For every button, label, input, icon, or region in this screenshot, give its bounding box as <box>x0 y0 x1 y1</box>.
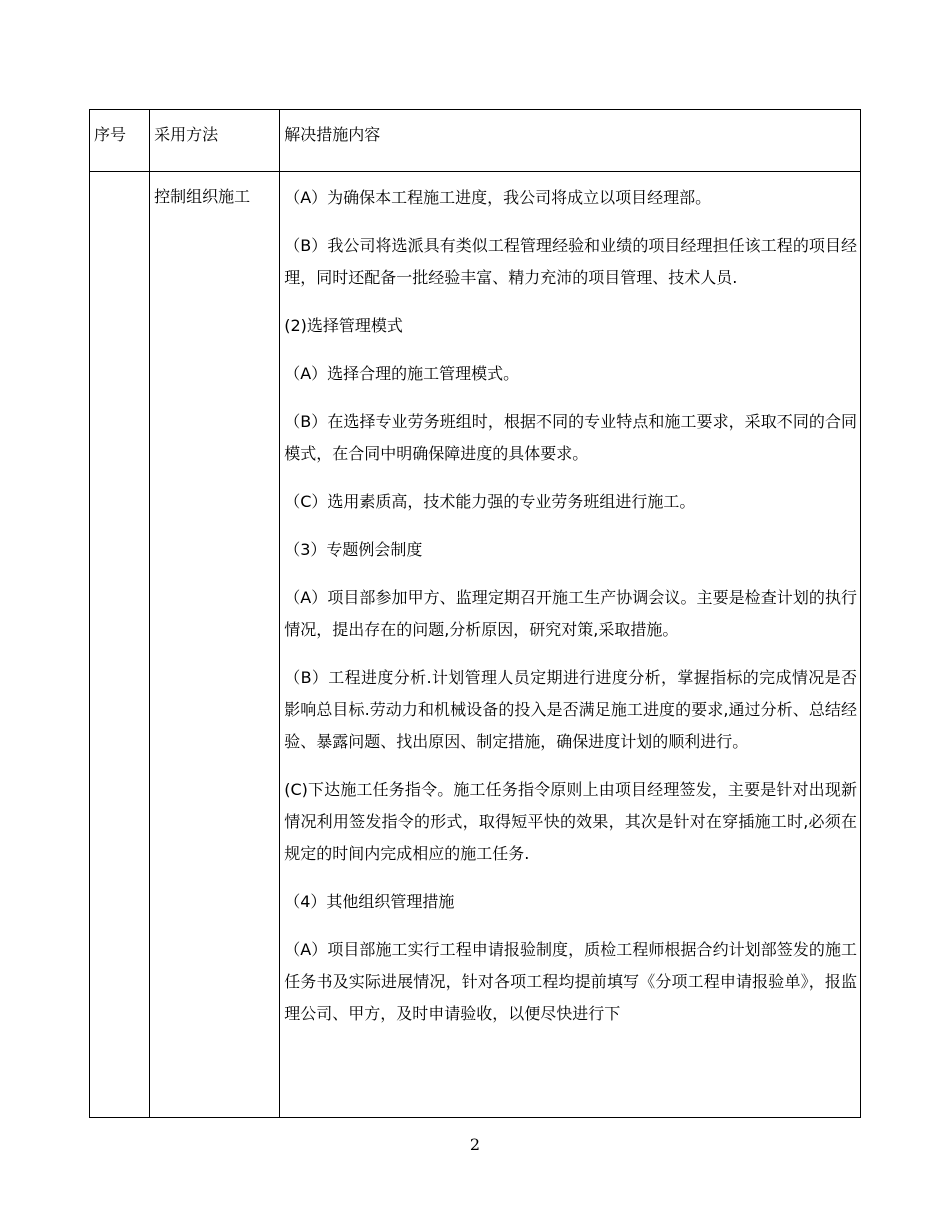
content-paragraph: （B）工程进度分析.计划管理人员定期进行进度分析，掌握指标的完成情况是否影响总目标.劳动力和机械设备的投入是否满足施工进度的要求,通过分析、总结经验、暴露问题、找出原因、制定措施，确保进度计划的顺利进行。 <box>284 668 857 751</box>
header-content: 解决措施内容 <box>280 110 861 172</box>
page-number: 2 <box>469 1135 481 1154</box>
content-paragraph: （B）我公司将选派具有类似工程管理经验和业绩的项目经理担任该工程的项目经理，同时还配备一批经验丰富、精力充沛的项目管理、技术人员. <box>284 236 857 287</box>
row-index-cell <box>90 172 150 1118</box>
content-paragraph: (C)下达施工任务指令。施工任务指令原则上由项目经理签发，主要是针对出现新情况利用签发指令的形式，取得短平快的效果，其次是针对在穿插施工时,必须在规定的时间内完成相应的施工任务. <box>284 780 857 863</box>
measures-table <box>89 109 861 1118</box>
table-header-row <box>90 110 861 172</box>
header-method: 采用方法 <box>150 110 280 172</box>
content-paragraph: （A）为确保本工程施工进度，我公司将成立以项目经理部。 <box>284 188 712 207</box>
content-paragraph: （C）选用素质高，技术能力强的专业劳务班组进行施工。 <box>284 492 696 511</box>
content-paragraph: （A）项目部参加甲方、监理定期召开施工生产协调会议。主要是检查计划的执行情况，提出存在的问题,分析原因，研究对策,采取措施。 <box>284 588 857 639</box>
row-method-cell: 控制组织施工 <box>150 172 280 1118</box>
header-index: 序号 <box>90 110 150 172</box>
content-paragraph: （3）专题例会制度 <box>284 540 423 559</box>
content-paragraph: （B）在选择专业劳务班组时，根据不同的专业特点和施工要求，采取不同的合同模式，在合同中明确保障进度的具体要求。 <box>284 412 857 463</box>
content-paragraph: （4）其他组织管理措施 <box>284 892 455 911</box>
content-paragraph: (2)选择管理模式 <box>284 316 403 335</box>
row-content-cell <box>280 172 861 1118</box>
table-row <box>90 172 861 1118</box>
content-paragraph: （A）选择合理的施工管理模式。 <box>284 364 520 383</box>
content-paragraph: （A）项目部施工实行工程申请报验制度，质检工程师根据合约计划部签发的施工任务书及实际进展情况，针对各项工程均提前填写《分项工程申请报验单》，报监理公司、甲方，及时申请验收，以便尽快进行下 <box>284 940 857 1023</box>
